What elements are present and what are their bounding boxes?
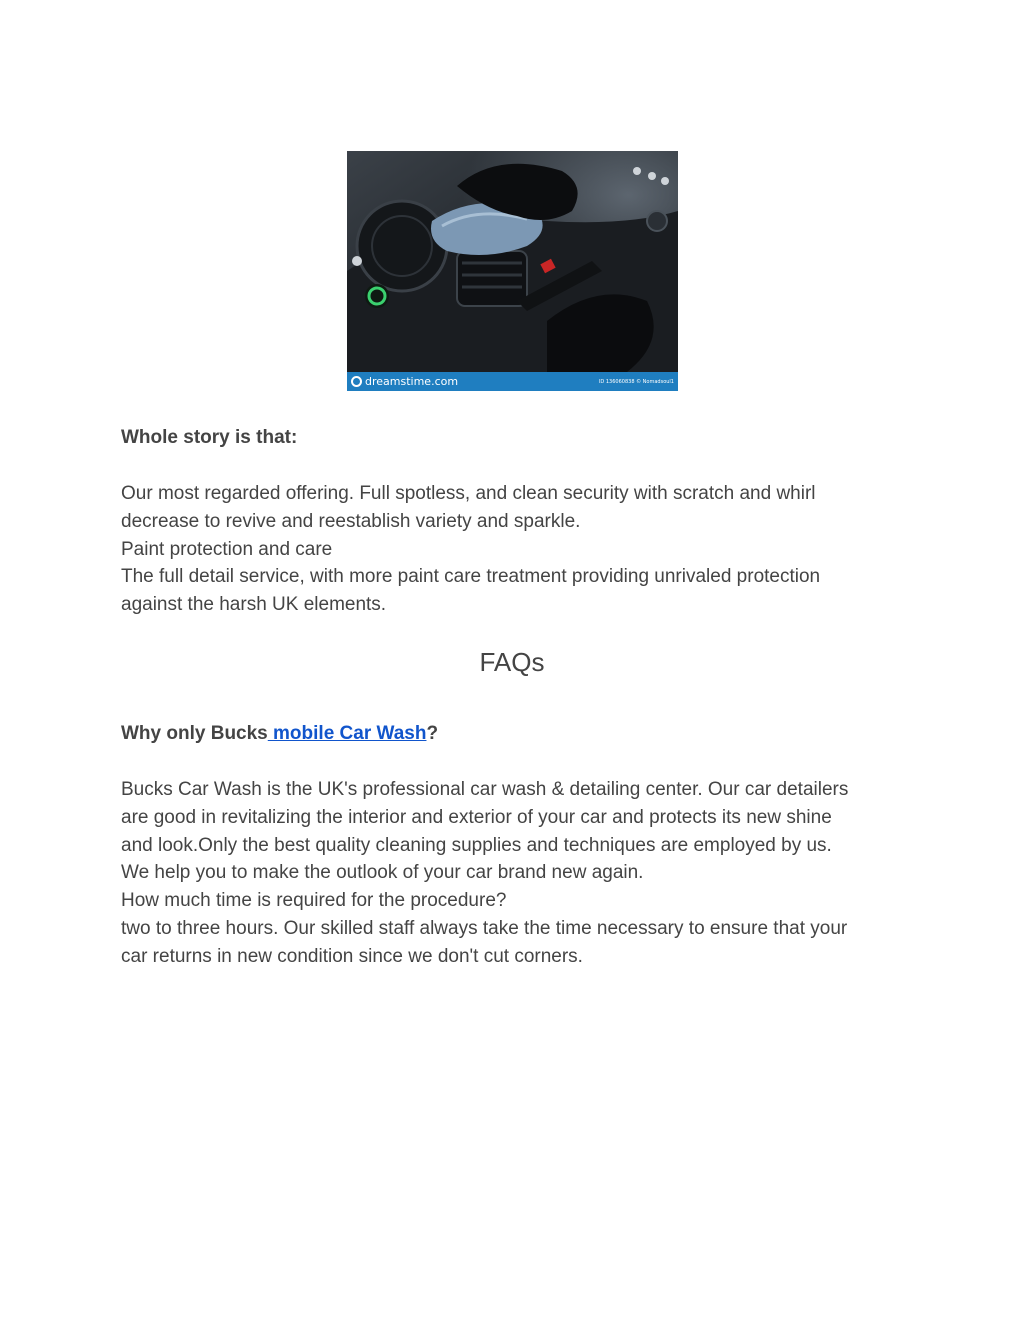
watermark-logo bbox=[351, 375, 458, 388]
car-detailing-photo bbox=[347, 151, 678, 391]
paragraph-line: against the harsh UK elements. bbox=[121, 594, 387, 616]
mobile-car-wash-link[interactable]: mobile Car Wash bbox=[267, 723, 427, 744]
paragraph-line: Paint protection and care bbox=[121, 538, 333, 560]
answer-line: car returns in new condition since we don't cut corners. bbox=[121, 945, 583, 967]
watermark-id: ID 136060838 © Nomadsoul1 bbox=[598, 378, 674, 385]
answer-line: Bucks Car Wash is the UK's professional car wash & detailing center. Our car detailers bbox=[121, 779, 849, 800]
answer-line: two to three hours. Our skilled staff always take the time necessary to ensure that your bbox=[121, 917, 848, 939]
paragraph-line: Our most regarded offering. Full spotless, and clean security with scratch and whirl bbox=[121, 483, 816, 504]
answer-line: How much time is required for the procedure? bbox=[121, 890, 507, 912]
watermark-brand: dreamstime.com bbox=[365, 375, 459, 388]
paragraph-line: The full detail service, with more paint care treatment providing unrivaled protection bbox=[121, 566, 821, 588]
photo-illustration bbox=[347, 151, 678, 372]
answer-line: and look.Only the best quality cleaning supplies and techniques are employed by us. bbox=[121, 834, 832, 856]
answer-line: are good in revitalizing the interior and exterior of your car and protects its new shine bbox=[121, 806, 832, 828]
paragraph-line: decrease to revive and reestablish variety and sparkle. bbox=[121, 510, 581, 532]
swirl-icon bbox=[351, 376, 362, 387]
intro-paragraph bbox=[121, 480, 911, 619]
watermark-bar bbox=[347, 372, 678, 391]
faq-answer bbox=[121, 776, 911, 971]
faq-question bbox=[121, 723, 438, 745]
section-heading: Whole story is that: bbox=[121, 427, 298, 448]
question-suffix: ? bbox=[426, 723, 439, 744]
question-prefix: Why only Bucks bbox=[121, 723, 268, 744]
faqs-title: FAQs bbox=[479, 647, 545, 677]
answer-line: We help you to make the outlook of your car brand new again. bbox=[121, 862, 644, 884]
